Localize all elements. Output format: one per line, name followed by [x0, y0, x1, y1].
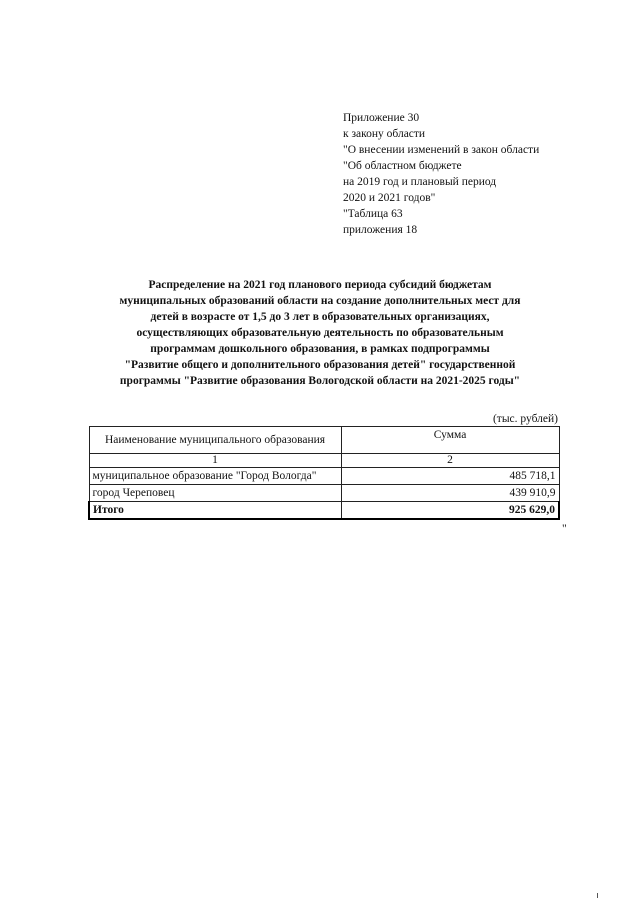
column-number-sum: 2	[341, 454, 559, 468]
header-line: приложения 18	[343, 224, 418, 236]
total-amount: 925 629,0	[341, 502, 559, 520]
header-line: Приложение 30	[343, 112, 420, 124]
subsidy-table	[88, 426, 560, 520]
header-line: 2020 и 2021 годов"	[343, 192, 436, 204]
header-line: "Об областном бюджете	[343, 160, 462, 172]
column-number-row	[89, 454, 559, 468]
title-line: программы "Развитие образования Вологодской области на 2021-2025 годы"	[119, 375, 521, 387]
units-label: (тыс. рублей)	[492, 413, 558, 425]
column-header-name: Наименование муниципального образования	[89, 427, 341, 454]
header-line: к закону области	[343, 128, 426, 140]
total-label: Итого	[89, 502, 341, 520]
scan-mark	[597, 893, 598, 898]
subsidy-amount: 485 718,1	[341, 468, 559, 485]
column-number-name: 1	[89, 454, 341, 468]
title-line: "Развитие общего и дополнительного образования детей" государственной	[124, 359, 516, 371]
appendix-header	[343, 110, 573, 238]
title-line: детей в возрасте от 1,5 до 3 лет в образовательных организациях,	[150, 311, 490, 323]
table-header-row	[89, 427, 559, 454]
title-line: муниципальных образований области на создание дополнительных мест для	[119, 295, 521, 307]
closing-quote: "	[562, 523, 567, 535]
title-line: Распределение на 2021 год планового периода субсидий бюджетам	[148, 279, 492, 291]
header-line: "Таблица 63	[343, 208, 403, 220]
title-line: программам дошкольного образования, в рамках подпрограммы	[150, 343, 490, 355]
subsidy-amount: 439 910,9	[341, 485, 559, 502]
document-title	[80, 277, 560, 389]
municipality-name: муниципальное образование "Город Вологда"	[89, 468, 341, 485]
table-row	[89, 485, 559, 502]
total-row	[89, 502, 559, 520]
municipality-name: город Череповец	[89, 485, 341, 502]
header-line: на 2019 год и плановый период	[343, 176, 497, 188]
column-header-sum: Сумма	[341, 427, 559, 454]
title-line: осуществляющих образовательную деятельность по образовательным	[136, 327, 504, 339]
table-row	[89, 468, 559, 485]
header-line: "О внесении изменений в закон области	[343, 144, 540, 156]
